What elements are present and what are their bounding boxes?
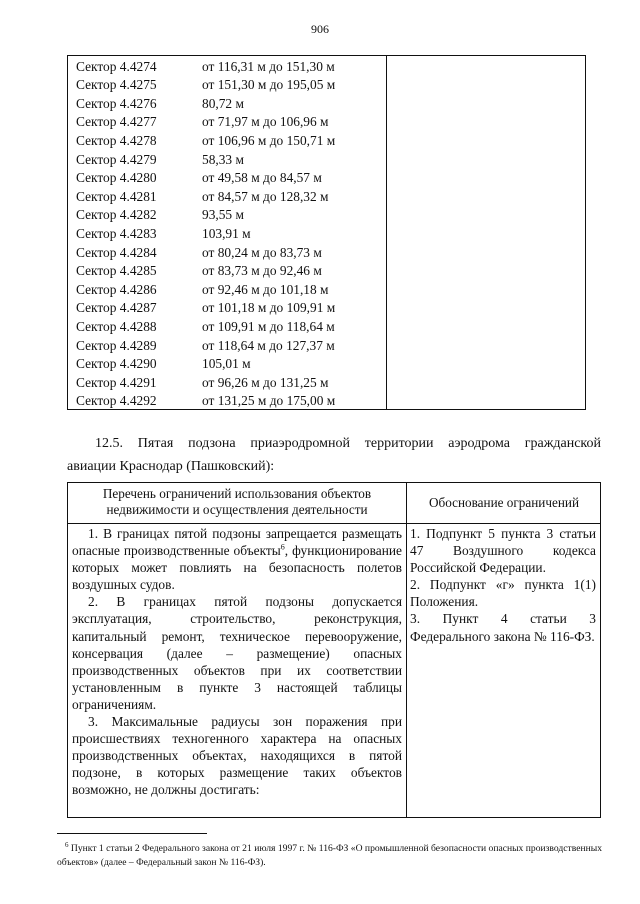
sector-distance: от 83,73 м до 92,46 м <box>202 263 322 279</box>
table-column-divider <box>386 56 387 409</box>
sector-name: Сектор 4.4282 <box>76 207 157 223</box>
header-restrictions-basis: Обоснование ограничений <box>428 495 580 510</box>
sector-distance: 93,55 м <box>202 207 244 223</box>
sector-name: Сектор 4.4285 <box>76 263 157 279</box>
sector-name: Сектор 4.4287 <box>76 300 157 316</box>
sector-distance: 105,01 м <box>202 356 251 372</box>
sector-distance-table <box>67 55 586 410</box>
section-heading <box>67 432 601 478</box>
restrictions-list-cell <box>72 525 402 799</box>
sector-distance: 58,33 м <box>202 151 244 167</box>
sector-name: Сектор 4.4290 <box>76 356 157 372</box>
sector-name: Сектор 4.4280 <box>76 170 157 186</box>
page-number: 906 <box>311 22 329 36</box>
header-restrictions-list: Перечень ограничений использования объектов недвижимости и осуществления деятельности <box>102 486 372 517</box>
sector-name: Сектор 4.4281 <box>76 188 157 204</box>
sector-name: Сектор 4.4279 <box>76 151 157 167</box>
sector-distance: от 109,91 м до 118,64 м <box>202 318 335 334</box>
sector-distance: от 106,96 м до 150,71 м <box>202 132 336 148</box>
sector-distance: от 118,64 м до 127,37 м <box>202 337 335 353</box>
sector-distance: от 80,24 м до 83,73 м <box>202 244 322 260</box>
sector-distance: от 49,58 м до 84,57 м <box>202 170 322 186</box>
sector-distance: от 71,97 м до 106,96 м <box>202 114 329 130</box>
sector-distance: от 92,46 м до 101,18 м <box>202 281 329 297</box>
sector-name: Сектор 4.4289 <box>76 337 157 353</box>
sector-distance: от 151,30 м до 195,05 м <box>202 77 336 93</box>
section-heading-line-1: 12.5. Пятая подзона приаэродромной территории аэродрома гражданской <box>95 436 601 451</box>
section-heading-line-2: авиации Краснодар (Пашковский): <box>67 459 275 474</box>
sector-name: Сектор 4.4276 <box>76 95 157 111</box>
sector-name: Сектор 4.4284 <box>76 244 157 260</box>
sector-name: Сектор 4.4278 <box>76 132 157 148</box>
restriction-item-1-text-a: 1. В границах пятой подзоны запрещается размещать опасные производственные объекты <box>72 526 402 559</box>
sector-name: Сектор 4.4292 <box>76 393 157 409</box>
sector-name: Сектор 4.4274 <box>76 58 157 74</box>
sector-distance: от 116,31 м до 151,30 м <box>202 58 335 74</box>
sector-name: Сектор 4.4286 <box>76 281 157 297</box>
restriction-item-2: 2. В границах пятой подзоны допускается эксплуатация, строительство, реконструкция, капитальный ремонт, техническое перевооружение, консервация (далее – размещение) опасных производственных объектов при их соответствии установленным в пункте 3 настоящей таблицы ограничениям. <box>72 594 402 712</box>
sector-distance: от 84,57 м до 128,32 м <box>202 188 329 204</box>
restrictions-basis-cell <box>410 525 596 645</box>
footnote <box>57 838 602 870</box>
sector-name: Сектор 4.4288 <box>76 318 157 334</box>
sector-name: Сектор 4.4283 <box>76 225 157 241</box>
sector-name: Сектор 4.4277 <box>76 114 157 130</box>
table-column-divider <box>406 483 407 817</box>
sector-distance: от 96,26 м до 131,25 м <box>202 374 329 390</box>
footnote-text: Пункт 1 статьи 2 Федерального закона от 21 июля 1997 г. № 116-ФЗ «О промышленной безопасности опасных производственных объектов» (далее – Федеральный закон № 116-ФЗ). <box>57 843 602 869</box>
restrictions-table <box>67 482 601 818</box>
restriction-item-1-text-b: , функционирование которых может повлиять на безопасность полетов воздушных судов. <box>72 543 402 593</box>
footnote-separator <box>57 833 207 834</box>
sector-name: Сектор 4.4275 <box>76 77 157 93</box>
basis-item-3: 3. Пункт 4 статьи 3 Федерального закона № 116-ФЗ. <box>410 611 596 644</box>
sector-name: Сектор 4.4291 <box>76 374 157 390</box>
table-header-divider <box>68 523 600 524</box>
restriction-item-3: 3. Максимальные радиусы зон поражения при происшествиях техногенного характера на опасных производственных объектах, находящихся в пятой подзоне, в которых размещение таких объектов возможно, не должны достигать: <box>72 714 402 798</box>
sector-distance: 103,91 м <box>202 225 251 241</box>
basis-item-1: 1. Подпункт 5 пункта 3 статьи 47 Воздушного кодекса Российской Федерации. <box>410 526 596 576</box>
basis-item-2: 2. Подпункт «г» пункта 1(1) Положения. <box>410 577 596 610</box>
footnote-marker: 6 <box>65 841 69 849</box>
restriction-item-1 <box>72 525 402 593</box>
sector-distance: 80,72 м <box>202 95 244 111</box>
sector-distance: от 101,18 м до 109,91 м <box>202 300 336 316</box>
footnote-ref: 6 <box>280 542 285 552</box>
sector-distance: от 131,25 м до 175,00 м <box>202 393 336 409</box>
